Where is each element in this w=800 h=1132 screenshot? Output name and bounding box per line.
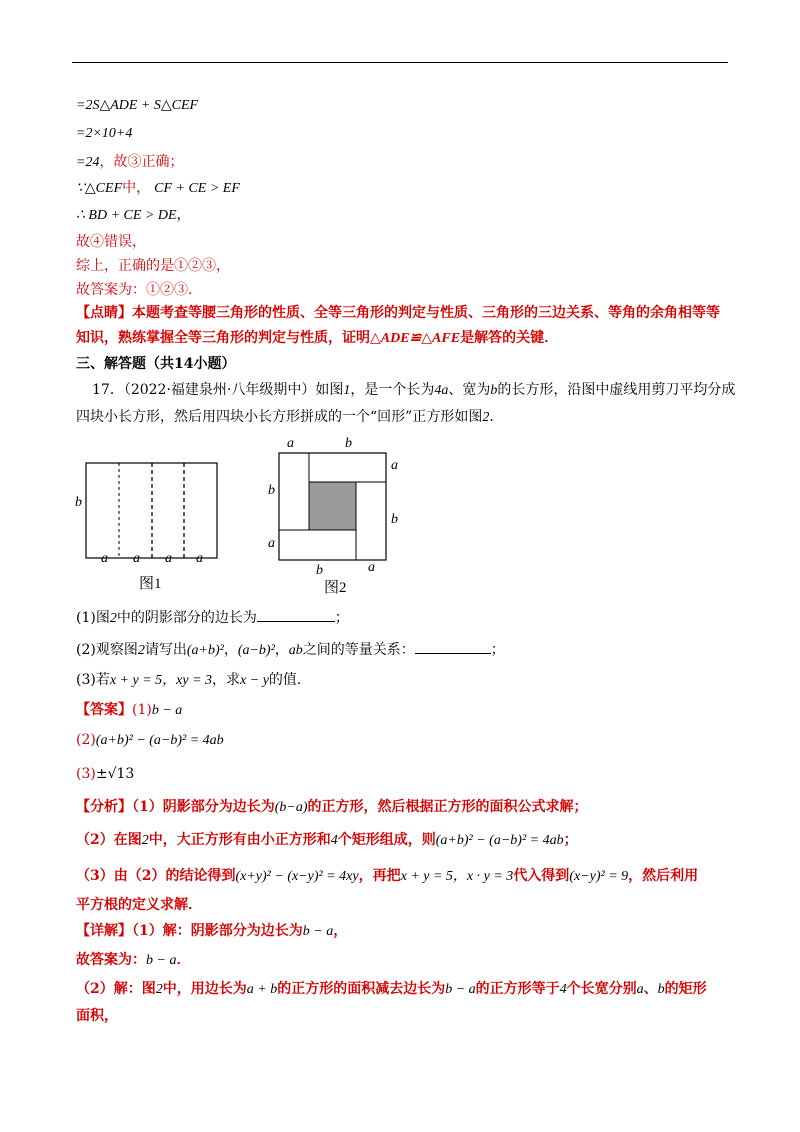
detail-3-side-1: a + b	[246, 982, 278, 997]
answer-2-num: (2)	[76, 732, 96, 748]
figure-2-label-bottom-a: a	[368, 560, 375, 575]
detail-3-count: 4	[559, 982, 567, 997]
note-line-1: 【点睛】本题考查等腰三角形的性质、全等三角形的判定与性质、三角形的三边关系、等角的余角相等等	[76, 305, 720, 321]
analysis-line-2	[76, 830, 578, 851]
question-3-c: ，求	[212, 672, 241, 688]
answer-1: b − a	[151, 703, 183, 718]
figure-2	[262, 432, 412, 597]
problem-line-1	[92, 380, 735, 401]
question-1-blank[interactable]	[257, 621, 335, 622]
prev-line-1: =2S△ADE + S△CEF	[76, 98, 199, 113]
analysis-1-c: 的正方形，然后根据正方形的面积公式求解；	[307, 799, 588, 815]
question-1-fig: 2	[109, 611, 117, 626]
question-2-expr-3: ab	[288, 643, 303, 658]
analysis-2-c: 中，大正方形有由小正方形和	[148, 832, 331, 848]
question-3	[76, 670, 311, 691]
figure-2-label-bottom-b: b	[316, 563, 323, 578]
detail-3-side-2: b − a	[445, 982, 476, 997]
analysis-line-4: 平方根的定义求解．	[76, 897, 202, 913]
problem-line-1-g: 的长方形，沿图中虚线用剪刀平均分成	[497, 382, 736, 398]
detail-3-e: 的正方形的面积减去边长为	[277, 981, 446, 997]
figure-2-label-right-b: b	[391, 512, 398, 527]
detail-3-c: 中，用边长为	[162, 981, 247, 997]
note-line-2	[76, 328, 558, 349]
prev-line-5-b: ，	[176, 207, 191, 223]
figure-2-label-left-a: a	[268, 536, 275, 551]
figure-2-label-left-b: b	[268, 483, 275, 498]
question-1-a: (1)图	[76, 610, 110, 626]
figure-2-label-right-a: a	[391, 458, 398, 473]
analysis-2-g: ；	[563, 832, 578, 848]
detail-3-a-var: a	[636, 982, 644, 997]
detail-3-i: 个长宽分别	[566, 981, 637, 997]
answer-1-num: (1)	[132, 702, 152, 718]
note-line-2-a: 知识，熟练掌握全等三角形的判定与性质，证明	[76, 330, 370, 346]
prev-line-3-eq: =24	[76, 155, 100, 170]
problem-line-1-a: 17．（2022·福建泉州·八年级期中）如图	[92, 382, 344, 398]
figure-2-label-top-a: a	[287, 436, 294, 451]
analysis-2-a: （2）在图	[76, 832, 142, 848]
prev-line-5	[76, 205, 191, 226]
question-2	[76, 640, 505, 661]
analysis-2-count: 4	[330, 833, 338, 848]
detail-line-3	[76, 979, 707, 1000]
prev-line-4-b: 中，	[122, 180, 151, 196]
prev-line-4-c: CF + CE > EF	[154, 181, 240, 196]
answer-label: 【答案】	[76, 702, 132, 718]
analysis-2-e: 个矩形组成，则	[337, 832, 436, 848]
question-2-fig: 2	[137, 643, 145, 658]
problem-line-2-c: ．	[489, 409, 504, 425]
analysis-1-a: 【分析】（1）阴影部分为边长为	[76, 799, 275, 815]
question-3-condition: x + y = 5，xy = 3	[109, 673, 213, 688]
problem-line-1-c: ，是一个长为	[350, 382, 435, 398]
answer-3: ±√13	[95, 766, 135, 782]
question-3-e: 的值．	[268, 672, 311, 688]
figure-2-caption: 图2	[324, 580, 347, 596]
note-line-2-c: 是解答的关键．	[460, 330, 559, 346]
figure-1-label-a-2: a	[133, 551, 140, 566]
problem-line-2	[76, 407, 503, 428]
detail-line-2	[76, 950, 190, 971]
question-2-end: ；	[490, 642, 505, 658]
figure-1-label-b: b	[75, 495, 82, 510]
detail-3-k: 、	[643, 981, 658, 997]
question-2-sep-2: ，	[274, 642, 289, 658]
prev-line-8: 故答案为：①②③．	[76, 282, 202, 298]
detail-3-m: 的矩形	[664, 981, 707, 997]
prev-line-2: =2×10+4	[76, 126, 133, 141]
problem-line-2-a: 四块小长方形，然后用四块小长方形拼成的一个“回形”正方形如图	[76, 409, 483, 425]
analysis-3-values: x + y = 5，x · y = 3	[400, 869, 514, 884]
problem-line-1-e: 、宽为	[448, 382, 491, 398]
analysis-2-expr: (a+b)² − (a−b)² = 4ab	[435, 833, 564, 848]
question-2-c: 请写出	[144, 642, 187, 658]
answer-line-1	[76, 700, 182, 721]
answer-line-3	[76, 764, 134, 784]
question-2-expr-2: (a−b)²	[237, 643, 275, 658]
question-2-blank[interactable]	[415, 653, 491, 654]
detail-2-c: ．	[176, 952, 191, 968]
analysis-3-e: 代入得到	[513, 868, 570, 884]
problem-fig-ref-2: 2	[482, 410, 490, 425]
problem-length: 4a	[434, 383, 449, 398]
figure-1-caption: 图1	[139, 576, 162, 592]
figure-1-label-a-1: a	[101, 551, 108, 566]
detail-3-a: （2）解：图	[76, 981, 156, 997]
question-2-expr-1: (a+b)²	[186, 643, 224, 658]
prev-line-6: 故④错误，	[76, 234, 146, 250]
prev-line-7: 综上，正确的是①②③，	[76, 258, 230, 274]
detail-2-a: 故答案为：	[76, 952, 146, 968]
analysis-3-g: ，然后利用	[628, 868, 699, 884]
prev-line-5-a: ∴ BD + CE > DE	[76, 208, 177, 223]
answer-line-2	[76, 730, 224, 751]
analysis-3-expr: (x+y)² − (x−y)² = 4xy	[235, 869, 359, 884]
answer-2: (a+b)² − (a−b)² = 4ab	[95, 733, 224, 748]
detail-1-c: ，	[333, 923, 348, 939]
prev-line-4	[76, 178, 240, 199]
question-2-a: (2)观察图	[76, 642, 138, 658]
detail-line-4: 面积，	[76, 1008, 118, 1024]
analysis-3-result: (x−y)² = 9	[569, 869, 629, 884]
analysis-1-expr: (b−a)	[274, 800, 308, 815]
section-heading: 三、解答题（共14小题）	[76, 356, 236, 372]
figure-2-shaded-square	[309, 482, 356, 530]
prev-line-4-a: ∵△CEF	[76, 181, 123, 196]
answer-3-num: (3)	[76, 766, 96, 782]
question-3-a: (3)若	[76, 672, 110, 688]
analysis-line-1	[76, 797, 588, 818]
detail-3-fig: 2	[155, 982, 163, 997]
analysis-3-c: ，再把	[358, 868, 401, 884]
question-1	[76, 608, 349, 629]
problem-fig-ref-1: 1	[343, 383, 351, 398]
detail-2-expr: b − a	[146, 953, 177, 968]
note-line-2-b: △ADE≌△AFE	[370, 331, 461, 346]
analysis-2-fig: 2	[141, 833, 149, 848]
header-rule	[72, 62, 728, 63]
question-2-i: 之间的等量关系：	[302, 642, 415, 658]
question-1-c: 中的阴影部分的边长为	[116, 610, 257, 626]
detail-1-expr: b − a	[302, 924, 334, 939]
prev-line-3-red: ，故③正确；	[99, 154, 184, 170]
analysis-3-a: （3）由（2）的结论得到	[76, 868, 236, 884]
question-2-sep-1: ，	[223, 642, 238, 658]
question-3-target: x − y	[240, 673, 269, 688]
figure-2-label-top-b: b	[345, 436, 352, 451]
analysis-line-3	[76, 866, 698, 887]
detail-1-a: 【详解】（1）解：阴影部分为边长为	[76, 923, 303, 939]
detail-line-1	[76, 921, 347, 942]
detail-3-g: 的正方形等于	[475, 981, 560, 997]
figure-1-label-a-4: a	[196, 551, 203, 566]
figure-1-label-a-3: a	[165, 551, 172, 566]
figure-1	[70, 455, 230, 595]
prev-line-3	[76, 152, 183, 173]
detail-3-b-var: b	[657, 982, 665, 997]
problem-width: b	[490, 383, 498, 398]
question-1-end: ；	[334, 610, 349, 626]
